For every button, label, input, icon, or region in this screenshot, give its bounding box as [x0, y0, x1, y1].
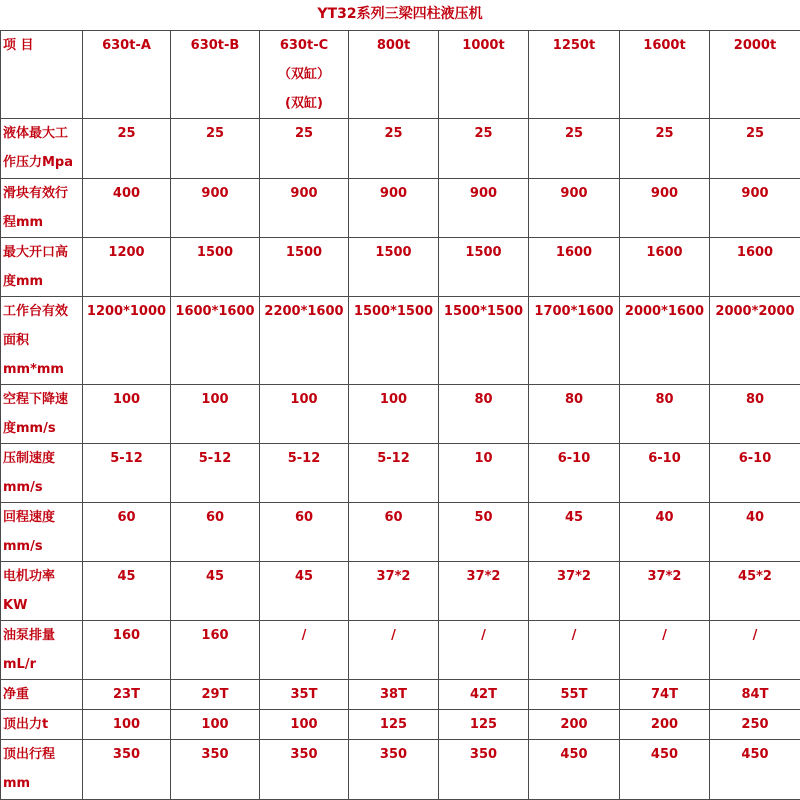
value-cell: 900 [710, 179, 800, 238]
value-cell: 1600 [710, 238, 800, 297]
row-label-cell [1, 621, 83, 680]
value-cell: 5-12 [171, 444, 260, 503]
value-cell: 84T [710, 680, 800, 710]
header-model-cell [439, 31, 529, 119]
value-cell: 250 [710, 710, 800, 740]
table-row [1, 680, 800, 710]
header-row [1, 31, 800, 119]
row-label-text: 液体最大工 [3, 126, 69, 141]
value-cell: 37*2 [439, 562, 529, 621]
value-cell: 400 [83, 179, 171, 238]
value-cell: 6-10 [529, 444, 620, 503]
value-cell: 2200*1600 [260, 297, 349, 385]
value-cell: 125 [439, 710, 529, 740]
header-model-cell [620, 31, 710, 119]
value-cell: 25 [171, 119, 260, 179]
table-row [1, 119, 800, 179]
value-cell: 450 [620, 740, 710, 800]
value-cell: 350 [83, 740, 171, 800]
value-cell: 450 [710, 740, 800, 800]
table-row [1, 179, 800, 238]
value-cell: 1500 [260, 238, 349, 297]
value-cell: 1700*1600 [529, 297, 620, 385]
header-model-cell [529, 31, 620, 119]
value-cell: 25 [620, 119, 710, 179]
value-cell: 37*2 [620, 562, 710, 621]
value-cell: 25 [83, 119, 171, 179]
value-cell: 80 [620, 385, 710, 444]
table-row [1, 297, 800, 385]
header-model-text: 1250t [552, 38, 596, 53]
table-row [1, 710, 800, 740]
value-cell: 25 [710, 119, 800, 179]
value-cell: 25 [529, 119, 620, 179]
value-cell: 350 [171, 740, 260, 800]
row-label-text: KW [3, 598, 28, 613]
value-cell: 5-12 [260, 444, 349, 503]
value-cell: 1500*1500 [349, 297, 439, 385]
value-cell: 50 [439, 503, 529, 562]
row-label-cell [1, 562, 83, 621]
table-row [1, 238, 800, 297]
row-label-cell [1, 238, 83, 297]
value-cell: 100 [260, 710, 349, 740]
value-cell: 37*2 [349, 562, 439, 621]
header-model-text: 800t [376, 38, 411, 53]
value-cell: 125 [349, 710, 439, 740]
value-cell: 5-12 [349, 444, 439, 503]
value-cell: 6-10 [710, 444, 800, 503]
value-cell: 100 [171, 385, 260, 444]
header-model-text: 630t-A [102, 38, 151, 53]
value-cell: 2000*2000 [710, 297, 800, 385]
row-label-text: 作压力Mpa [3, 155, 74, 170]
value-cell: 100 [349, 385, 439, 444]
value-cell: 1600*1600 [171, 297, 260, 385]
row-label-text: 净重 [3, 687, 30, 702]
value-cell: 40 [620, 503, 710, 562]
spec-table [0, 30, 800, 800]
row-label-cell [1, 179, 83, 238]
header-model-cell [83, 31, 171, 119]
value-cell: 25 [260, 119, 349, 179]
value-cell: 1200 [83, 238, 171, 297]
row-label-text: 滑块有效行 [3, 186, 69, 201]
value-cell: 900 [620, 179, 710, 238]
value-cell: 100 [171, 710, 260, 740]
value-cell: 74T [620, 680, 710, 710]
value-cell: 45*2 [710, 562, 800, 621]
row-label-cell [1, 119, 83, 179]
value-cell: 29T [171, 680, 260, 710]
header-item-cell: 项 目 [1, 31, 83, 119]
table-row [1, 562, 800, 621]
row-label-cell [1, 385, 83, 444]
row-label-text: 空程下降速 [3, 392, 69, 407]
value-cell: / [439, 621, 529, 680]
value-cell: 200 [620, 710, 710, 740]
value-cell: 160 [83, 621, 171, 680]
row-label-text: 压制速度 [3, 451, 56, 466]
value-cell: 1500 [439, 238, 529, 297]
row-label-text: mm/s [3, 539, 43, 554]
value-cell: 2000*1600 [620, 297, 710, 385]
value-cell: 1600 [620, 238, 710, 297]
header-model-cell [710, 31, 800, 119]
header-model-cell [349, 31, 439, 119]
value-cell: 350 [260, 740, 349, 800]
value-cell: / [620, 621, 710, 680]
row-label-text: mm [3, 776, 31, 791]
header-model-cell [171, 31, 260, 119]
value-cell: 900 [529, 179, 620, 238]
value-cell: 200 [529, 710, 620, 740]
header-model-text: 2000t [733, 38, 777, 53]
value-cell: 1600 [529, 238, 620, 297]
row-label-text: 最大开口高 [3, 245, 69, 260]
value-cell: 1500 [349, 238, 439, 297]
value-cell: 900 [439, 179, 529, 238]
value-cell: 38T [349, 680, 439, 710]
value-cell: 40 [710, 503, 800, 562]
value-cell: 80 [439, 385, 529, 444]
value-cell: 100 [83, 710, 171, 740]
value-cell: 25 [439, 119, 529, 179]
value-cell: 900 [260, 179, 349, 238]
row-label-text: 程mm [3, 215, 44, 230]
row-label-text: mL/r [3, 657, 36, 672]
value-cell: / [349, 621, 439, 680]
value-cell: 1500*1500 [439, 297, 529, 385]
value-cell: 55T [529, 680, 620, 710]
value-cell: 45 [83, 562, 171, 621]
row-label-cell [1, 444, 83, 503]
table-row [1, 444, 800, 503]
row-label-cell [1, 710, 83, 740]
value-cell: 160 [171, 621, 260, 680]
row-label-text: 回程速度 [3, 510, 56, 525]
value-cell: 10 [439, 444, 529, 503]
value-cell: 25 [349, 119, 439, 179]
value-cell: 1200*1000 [83, 297, 171, 385]
value-cell: 100 [260, 385, 349, 444]
value-cell: / [529, 621, 620, 680]
value-cell: 450 [529, 740, 620, 800]
row-label-cell [1, 680, 83, 710]
row-label-text: 面积 [3, 333, 30, 348]
value-cell: 60 [83, 503, 171, 562]
value-cell: / [710, 621, 800, 680]
value-cell: 80 [529, 385, 620, 444]
header-model-cell [260, 31, 349, 119]
value-cell: 80 [710, 385, 800, 444]
value-cell: 23T [83, 680, 171, 710]
value-cell: 100 [83, 385, 171, 444]
value-cell: / [260, 621, 349, 680]
table-row [1, 740, 800, 800]
row-label-text: mm*mm [3, 362, 64, 377]
value-cell: 60 [349, 503, 439, 562]
row-label-text: 度mm/s [3, 421, 56, 436]
value-cell: 35T [260, 680, 349, 710]
table-row [1, 385, 800, 444]
value-cell: 900 [349, 179, 439, 238]
row-label-text: 度mm [3, 274, 44, 289]
value-cell: 60 [260, 503, 349, 562]
header-model-text: 1600t [643, 38, 686, 53]
value-cell: 350 [349, 740, 439, 800]
value-cell: 350 [439, 740, 529, 800]
header-model-text: 1000t [462, 38, 505, 53]
header-model-text: (双缸) [285, 96, 323, 111]
row-label-text: 电机功率 [3, 569, 56, 584]
value-cell: 900 [171, 179, 260, 238]
value-cell: 60 [171, 503, 260, 562]
header-model-text: 630t-B [190, 38, 240, 53]
value-cell: 1500 [171, 238, 260, 297]
value-cell: 45 [260, 562, 349, 621]
value-cell: 42T [439, 680, 529, 710]
row-label-text: 顶出力t [3, 717, 49, 732]
row-label-cell [1, 297, 83, 385]
header-model-text: （双缸） [277, 67, 330, 82]
value-cell: 45 [529, 503, 620, 562]
row-label-text: 油泵排量 [3, 628, 56, 643]
header-model-text: 630t-C [279, 38, 329, 53]
row-label-text: 工作台有效 [3, 304, 69, 319]
table-row [1, 503, 800, 562]
row-label-cell [1, 503, 83, 562]
value-cell: 45 [171, 562, 260, 621]
row-label-cell [1, 740, 83, 800]
value-cell: 6-10 [620, 444, 710, 503]
table-row [1, 621, 800, 680]
value-cell: 37*2 [529, 562, 620, 621]
row-label-text: 顶出行程 [3, 747, 56, 762]
table-title: YT32系列三梁四柱液压机 [317, 6, 483, 22]
value-cell: 5-12 [83, 444, 171, 503]
row-label-text: mm/s [3, 480, 43, 495]
